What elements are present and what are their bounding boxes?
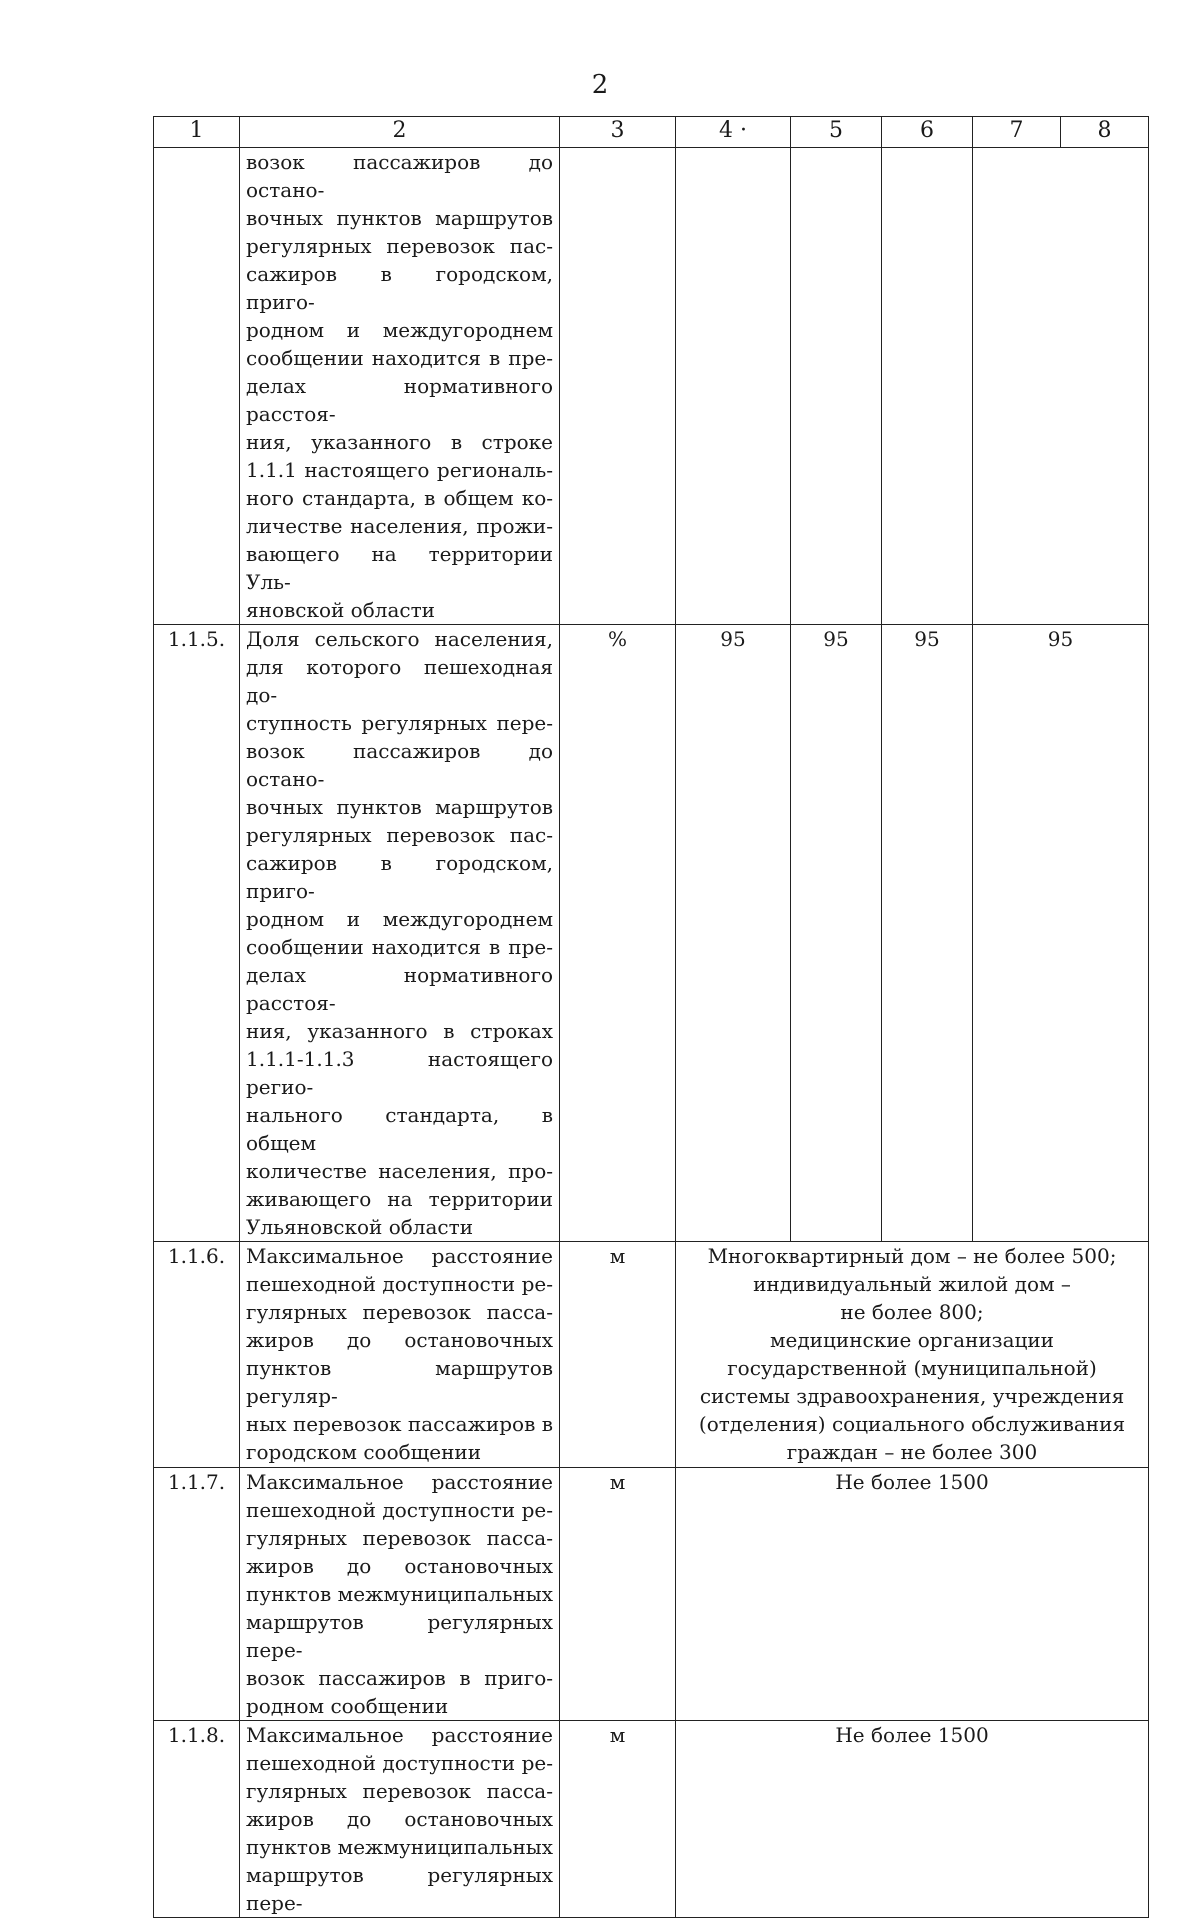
description-line: регулярных перевозок пас- bbox=[246, 234, 553, 258]
table-row bbox=[154, 625, 1149, 1242]
row-unit: м bbox=[560, 1468, 676, 1721]
description-line: гулярных перевозок пасса- bbox=[246, 1526, 553, 1550]
description-line: ного стандарта, в общем ко- bbox=[246, 486, 553, 510]
description-line: живающего на территории bbox=[246, 1187, 553, 1211]
description-line: пешеходной доступности ре- bbox=[246, 1498, 553, 1522]
description-line: 1.1.1 настоящего региональ- bbox=[246, 458, 553, 482]
description-line: 1.1.1-1.1.3 настоящего регио- bbox=[246, 1047, 553, 1099]
row-number: 1.1.8. bbox=[154, 1721, 240, 1918]
description-line: жиров до остановочных bbox=[246, 1807, 553, 1831]
description-line: Максимальное расстояние bbox=[246, 1470, 553, 1494]
description-line: ния, указанного в строке bbox=[246, 430, 553, 454]
description-line: ных перевозок пассажиров в bbox=[246, 1412, 553, 1436]
description-line: возок пассажиров до остано- bbox=[246, 150, 553, 202]
value-line: Не более 1500 bbox=[835, 1470, 989, 1494]
page-number: 2 bbox=[591, 70, 609, 100]
header-cell: 5 bbox=[791, 117, 882, 148]
description-line: возок пассажиров до остано- bbox=[246, 739, 553, 791]
row-unit: м bbox=[560, 1721, 676, 1918]
value-line: медицинские организации bbox=[769, 1328, 1055, 1352]
table-row bbox=[154, 1721, 1149, 1918]
description-line: пунктов межмуниципальных bbox=[246, 1835, 553, 1859]
merged-value-cell bbox=[676, 1242, 1149, 1468]
description-line: пунктов межмуниципальных bbox=[246, 1582, 553, 1606]
row-number bbox=[154, 148, 240, 625]
header-cell: 4 · bbox=[676, 117, 791, 148]
header-row bbox=[154, 117, 1149, 148]
description-line: для которого пешеходная до- bbox=[246, 655, 553, 707]
description-line: сажиров в городском, приго- bbox=[246, 851, 553, 903]
row-number: 1.1.7. bbox=[154, 1468, 240, 1721]
description-line: городском сообщении bbox=[246, 1440, 482, 1464]
header-cell: 8 bbox=[1061, 117, 1149, 148]
description-line: родном и междугороднем bbox=[246, 907, 553, 931]
description-line: делах нормативного расстоя- bbox=[246, 374, 553, 426]
row-description bbox=[240, 625, 560, 1242]
header-cell: 1 bbox=[154, 117, 240, 148]
description-line: делах нормативного расстоя- bbox=[246, 963, 553, 1015]
row-description bbox=[240, 1242, 560, 1468]
description-line: Доля сельского населения, bbox=[246, 627, 553, 651]
description-line: маршрутов регулярных пере- bbox=[246, 1863, 553, 1915]
merged-value-cell bbox=[676, 1468, 1149, 1721]
row-description bbox=[240, 148, 560, 625]
description-line: вочных пунктов маршрутов bbox=[246, 206, 553, 230]
row-unit: м bbox=[560, 1242, 676, 1468]
value-line: Многоквартирный дом – не более 500; bbox=[707, 1244, 1117, 1268]
value-cell bbox=[676, 148, 791, 625]
description-line: вающего на территории Уль- bbox=[246, 542, 553, 594]
row-description bbox=[240, 1468, 560, 1721]
value-line: Не более 1500 bbox=[835, 1723, 989, 1747]
description-line: яновской области bbox=[246, 598, 435, 622]
value-cell: 95 bbox=[676, 625, 791, 1242]
description-line: вочных пунктов маршрутов bbox=[246, 795, 553, 819]
row-number: 1.1.6. bbox=[154, 1242, 240, 1468]
description-line: Максимальное расстояние bbox=[246, 1244, 553, 1268]
header-cell: 6 bbox=[882, 117, 973, 148]
value-line: (отделения) социального обслуживания bbox=[698, 1412, 1126, 1436]
value-cell: 95 bbox=[791, 625, 882, 1242]
description-line: регулярных перевозок пас- bbox=[246, 823, 553, 847]
row-description bbox=[240, 1721, 560, 1918]
value-cell bbox=[882, 148, 973, 625]
row-unit bbox=[560, 148, 676, 625]
description-line: пунктов маршрутов регуляр- bbox=[246, 1356, 553, 1408]
value-line: индивидуальный жилой дом – bbox=[753, 1272, 1071, 1296]
description-line: ступность регулярных пере- bbox=[246, 711, 553, 735]
row-unit: % bbox=[560, 625, 676, 1242]
value-line: не более 800; bbox=[840, 1300, 984, 1324]
description-line: гулярных перевозок пасса- bbox=[246, 1300, 553, 1324]
description-line: сообщении находится в пре- bbox=[246, 935, 553, 959]
standards-table bbox=[153, 116, 1149, 1918]
header-cell: 3 bbox=[560, 117, 676, 148]
description-line: Ульяновской области bbox=[246, 1215, 474, 1239]
table-row bbox=[154, 148, 1149, 625]
value-line: граждан – не более 300 bbox=[786, 1440, 1038, 1464]
value-line: государственной (муниципальной) bbox=[727, 1356, 1097, 1380]
description-line: возок пассажиров в приго- bbox=[246, 1666, 553, 1690]
value-cell bbox=[791, 148, 882, 625]
header-cell: 7 bbox=[973, 117, 1061, 148]
description-line: пешеходной доступности ре- bbox=[246, 1272, 553, 1296]
description-line: родном сообщении bbox=[246, 1694, 449, 1718]
description-line: сажиров в городском, приго- bbox=[246, 262, 553, 314]
row-number: 1.1.5. bbox=[154, 625, 240, 1242]
description-line: жиров до остановочных bbox=[246, 1554, 553, 1578]
description-line: жиров до остановочных bbox=[246, 1328, 553, 1352]
description-line: личестве населения, прожи- bbox=[246, 514, 553, 538]
value-cell bbox=[973, 148, 1149, 625]
description-line: количестве населения, про- bbox=[246, 1159, 553, 1183]
description-line: маршрутов регулярных пере- bbox=[246, 1610, 553, 1662]
description-line: гулярных перевозок пасса- bbox=[246, 1779, 553, 1803]
description-line: пешеходной доступности ре- bbox=[246, 1751, 553, 1775]
value-cell: 95 bbox=[973, 625, 1149, 1242]
description-line: сообщении находится в пре- bbox=[246, 346, 553, 370]
description-line: Максимальное расстояние bbox=[246, 1723, 553, 1747]
table-row bbox=[154, 1468, 1149, 1721]
value-cell: 95 bbox=[882, 625, 973, 1242]
description-line: ния, указанного в строках bbox=[246, 1019, 553, 1043]
description-line: родном и междугороднем bbox=[246, 318, 553, 342]
value-line: системы здравоохранения, учреждения bbox=[699, 1384, 1125, 1408]
header-cell: 2 bbox=[240, 117, 560, 148]
description-line: нального стандарта, в общем bbox=[246, 1103, 553, 1155]
table-row bbox=[154, 1242, 1149, 1468]
merged-value-cell bbox=[676, 1721, 1149, 1918]
